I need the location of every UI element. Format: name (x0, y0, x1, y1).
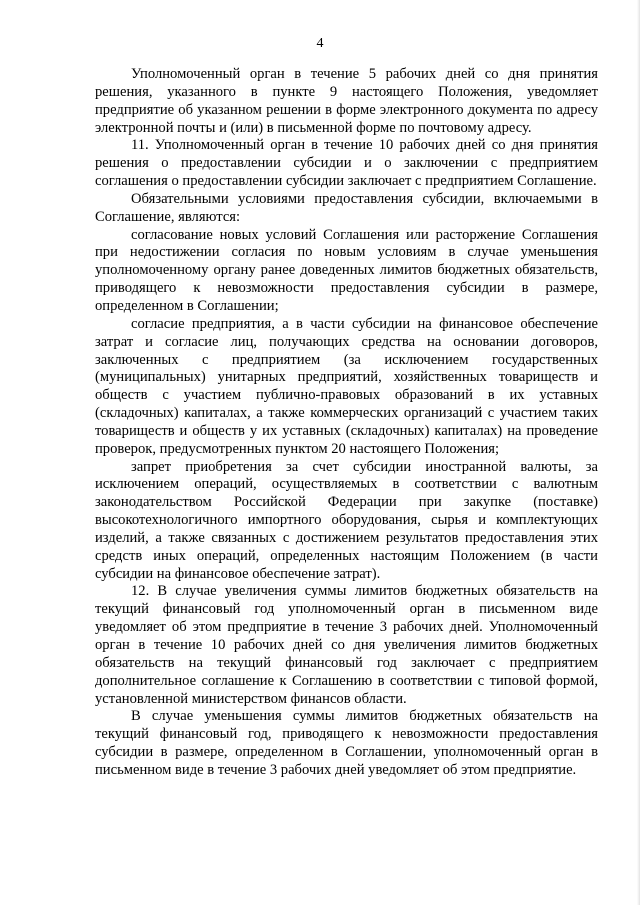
paragraph-limit-reduction: В случае уменьшения суммы лимитов бюджетных обязательств на текущий финансовый год, приводящего к невозможности предоставления субсидии в размере, определенном в Соглашении, уполномоченный орган в письменном виде в течение 3 рабочих дней уведомляет об этом предприятие. (95, 708, 598, 778)
paragraph-mandatory-conditions: Обязательными условиями предоставления субсидии, включаемыми в Соглашение, являются: (95, 190, 598, 225)
paragraph-12: 12. В случае увеличения суммы лимитов бюджетных обязательств на текущий финансовый год уполномоченный орган в письменном виде уведомляет об этом предприятие в течение 3 рабочих дней. Уполномоченный орган в течение 10 рабочих дней со дня увеличения лимитов бюджетных обязательств на текущий финансовый год заключает с предприятием дополнительное соглашение к Соглашению в соответствии с типовой формой, установленной министерством финансов области. (95, 583, 598, 707)
paragraph-condition-currency: запрет приобретения за счет субсидии иностранной валюты, за исключением операций, осуществляемых в соответствии с валютным законодательством Российской Федерации при закупке (поставке) высокотехнологичного импортного оборудования, сырья и комплектующих изделий, а также связанных с достижением результатов предоставления этих средств иных операций, определенных настоящим Положением (в части субсидии на финансовое обеспечение затрат). (95, 458, 598, 582)
paragraph-11: 11. Уполномоченный орган в течение 10 рабочих дней со дня принятия решения о предоставлении субсидии и о заключении с предприятием соглашения о предоставлении субсидии заключает с предприятием Соглашение. (95, 137, 598, 190)
document-body (95, 66, 598, 780)
paragraph-notification: Уполномоченный орган в течение 5 рабочих дней со дня принятия решения, указанного в пункте 9 настоящего Положения, уведомляет предприятие об указанном решении в форме электронного документа по адресу электронной почты и (или) в письменной форме по почтовому адресу. (95, 66, 598, 136)
paragraph-condition-consent: согласие предприятия, а в части субсидии на финансовое обеспечение затрат и согласие лиц, получающих средства на основании договоров, заключенных с предприятием (за исключением государственных (муниципальных) унитарных предприятий, хозяйственных товариществ и обществ с участием публично-правовых образований в их уставных (складочных) капиталах, а также коммерческих организаций с участием таких товариществ и обществ у их уставных (складочных) капиталах) на проведение проверок, предусмотренных пунктом 20 настоящего Положения; (95, 315, 598, 457)
paragraph-condition-agreement: согласование новых условий Соглашения или расторжение Соглашения при недостижении согласия по новым условиям в случае уменьшения уполномоченному органу ранее доведенных лимитов бюджетных обязательств, приводящего к невозможности предоставления субсидии в размере, определенном в Соглашении; (95, 226, 598, 314)
page-number: 4 (316, 36, 324, 51)
